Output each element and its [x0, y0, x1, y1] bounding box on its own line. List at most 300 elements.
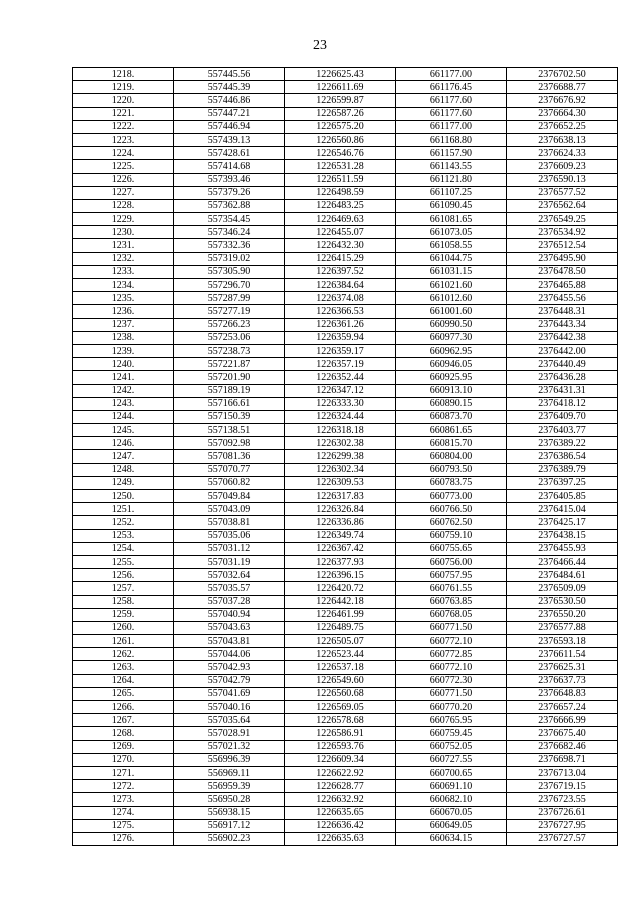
x1-cell: 557287.99 — [174, 292, 285, 305]
point-number-cell: 1240. — [73, 358, 174, 371]
y1-cell: 1226469.63 — [285, 213, 396, 226]
table-row — [73, 199, 618, 212]
table-row — [73, 133, 618, 146]
point-number-cell: 1261. — [73, 635, 174, 648]
point-number-cell: 1231. — [73, 239, 174, 252]
point-number-cell: 1232. — [73, 252, 174, 265]
table-row — [73, 727, 618, 740]
x2-cell: 660727.55 — [396, 753, 507, 766]
point-number-cell: 1248. — [73, 463, 174, 476]
y2-cell: 2376648.83 — [507, 687, 618, 700]
x1-cell: 557332.36 — [174, 239, 285, 252]
y2-cell: 2376550.20 — [507, 608, 618, 621]
x1-cell: 557446.86 — [174, 94, 285, 107]
point-number-cell: 1263. — [73, 661, 174, 674]
y2-cell: 2376638.13 — [507, 133, 618, 146]
y1-cell: 1226511.59 — [285, 173, 396, 186]
x2-cell: 661177.60 — [396, 94, 507, 107]
x1-cell: 557028.91 — [174, 727, 285, 740]
x1-cell: 557439.13 — [174, 133, 285, 146]
y1-cell: 1226578.68 — [285, 714, 396, 727]
x2-cell: 661044.75 — [396, 252, 507, 265]
x1-cell: 557081.36 — [174, 450, 285, 463]
x2-cell: 661107.25 — [396, 186, 507, 199]
point-number-cell: 1272. — [73, 780, 174, 793]
x1-cell: 556902.23 — [174, 832, 285, 845]
y1-cell: 1226420.72 — [285, 582, 396, 595]
y1-cell: 1226397.52 — [285, 265, 396, 278]
y1-cell: 1226593.76 — [285, 740, 396, 753]
table-row — [73, 424, 618, 437]
y2-cell: 2376409.70 — [507, 410, 618, 423]
table-row — [73, 305, 618, 318]
point-number-cell: 1220. — [73, 94, 174, 107]
x1-cell: 557031.12 — [174, 542, 285, 555]
y1-cell: 1226546.76 — [285, 147, 396, 160]
x2-cell: 660682.10 — [396, 793, 507, 806]
point-number-cell: 1265. — [73, 687, 174, 700]
y1-cell: 1226455.07 — [285, 226, 396, 239]
x2-cell: 661073.05 — [396, 226, 507, 239]
x2-cell: 660913.10 — [396, 384, 507, 397]
x1-cell: 557238.73 — [174, 344, 285, 357]
x2-cell: 660946.05 — [396, 358, 507, 371]
y1-cell: 1226318.18 — [285, 424, 396, 437]
point-number-cell: 1235. — [73, 292, 174, 305]
y1-cell: 1226505.07 — [285, 635, 396, 648]
y1-cell: 1226498.59 — [285, 186, 396, 199]
table-row — [73, 661, 618, 674]
point-number-cell: 1250. — [73, 490, 174, 503]
point-number-cell: 1219. — [73, 81, 174, 94]
point-number-cell: 1247. — [73, 450, 174, 463]
x1-cell: 557138.51 — [174, 424, 285, 437]
x2-cell: 660773.00 — [396, 490, 507, 503]
x1-cell: 557049.84 — [174, 490, 285, 503]
table-row — [73, 766, 618, 779]
x1-cell: 556969.11 — [174, 766, 285, 779]
table-row — [73, 68, 618, 81]
x1-cell: 557035.06 — [174, 529, 285, 542]
y1-cell: 1226384.64 — [285, 279, 396, 292]
x2-cell: 660761.55 — [396, 582, 507, 595]
x2-cell: 661143.55 — [396, 160, 507, 173]
y2-cell: 2376386.54 — [507, 450, 618, 463]
y2-cell: 2376657.24 — [507, 701, 618, 714]
point-number-cell: 1264. — [73, 674, 174, 687]
y2-cell: 2376448.31 — [507, 305, 618, 318]
y1-cell: 1226432.30 — [285, 239, 396, 252]
x2-cell: 661177.00 — [396, 120, 507, 133]
x2-cell: 660766.50 — [396, 503, 507, 516]
y1-cell: 1226361.26 — [285, 318, 396, 331]
table-row — [73, 793, 618, 806]
point-number-cell: 1243. — [73, 397, 174, 410]
y1-cell: 1226317.83 — [285, 490, 396, 503]
x1-cell: 557070.77 — [174, 463, 285, 476]
y1-cell: 1226537.18 — [285, 661, 396, 674]
table-row — [73, 397, 618, 410]
table-row — [73, 463, 618, 476]
x2-cell: 661058.55 — [396, 239, 507, 252]
y2-cell: 2376442.00 — [507, 344, 618, 357]
y2-cell: 2376397.25 — [507, 476, 618, 489]
point-number-cell: 1246. — [73, 437, 174, 450]
x2-cell: 661176.45 — [396, 81, 507, 94]
y2-cell: 2376625.31 — [507, 661, 618, 674]
point-number-cell: 1227. — [73, 186, 174, 199]
x1-cell: 557040.16 — [174, 701, 285, 714]
x1-cell: 557038.81 — [174, 516, 285, 529]
point-number-cell: 1259. — [73, 608, 174, 621]
x2-cell: 661001.60 — [396, 305, 507, 318]
table-row — [73, 714, 618, 727]
table-row — [73, 384, 618, 397]
table-row — [73, 608, 618, 621]
point-number-cell: 1236. — [73, 305, 174, 318]
table-row — [73, 318, 618, 331]
x1-cell: 557166.61 — [174, 397, 285, 410]
x2-cell: 661012.60 — [396, 292, 507, 305]
y2-cell: 2376726.61 — [507, 806, 618, 819]
x1-cell: 557362.88 — [174, 199, 285, 212]
table-row — [73, 569, 618, 582]
table-row — [73, 753, 618, 766]
point-number-cell: 1241. — [73, 371, 174, 384]
table-row — [73, 740, 618, 753]
x1-cell: 557060.82 — [174, 476, 285, 489]
x2-cell: 660691.10 — [396, 780, 507, 793]
point-number-cell: 1273. — [73, 793, 174, 806]
y2-cell: 2376549.25 — [507, 213, 618, 226]
x2-cell: 660770.20 — [396, 701, 507, 714]
table-row — [73, 358, 618, 371]
x2-cell: 660759.45 — [396, 727, 507, 740]
point-number-cell: 1262. — [73, 648, 174, 661]
x2-cell: 660759.10 — [396, 529, 507, 542]
y2-cell: 2376727.95 — [507, 819, 618, 832]
table-row — [73, 476, 618, 489]
point-number-cell: 1228. — [73, 199, 174, 212]
y1-cell: 1226367.42 — [285, 542, 396, 555]
y1-cell: 1226336.86 — [285, 516, 396, 529]
table-row — [73, 832, 618, 845]
x2-cell: 660861.65 — [396, 424, 507, 437]
x1-cell: 557041.69 — [174, 687, 285, 700]
y1-cell: 1226333.30 — [285, 397, 396, 410]
point-number-cell: 1234. — [73, 279, 174, 292]
table-row — [73, 503, 618, 516]
table-row — [73, 806, 618, 819]
x2-cell: 661021.60 — [396, 279, 507, 292]
y1-cell: 1226347.12 — [285, 384, 396, 397]
y1-cell: 1226531.28 — [285, 160, 396, 173]
y2-cell: 2376405.85 — [507, 490, 618, 503]
y1-cell: 1226359.17 — [285, 344, 396, 357]
y2-cell: 2376415.04 — [507, 503, 618, 516]
x2-cell: 660772.85 — [396, 648, 507, 661]
y2-cell: 2376530.50 — [507, 595, 618, 608]
y1-cell: 1226632.92 — [285, 793, 396, 806]
y1-cell: 1226359.94 — [285, 331, 396, 344]
x2-cell: 661121.80 — [396, 173, 507, 186]
x1-cell: 557043.63 — [174, 621, 285, 634]
table-row — [73, 687, 618, 700]
point-number-cell: 1258. — [73, 595, 174, 608]
table-row — [73, 701, 618, 714]
y2-cell: 2376682.46 — [507, 740, 618, 753]
y2-cell: 2376436.28 — [507, 371, 618, 384]
y2-cell: 2376611.54 — [507, 648, 618, 661]
y2-cell: 2376431.31 — [507, 384, 618, 397]
y1-cell: 1226415.29 — [285, 252, 396, 265]
x1-cell: 557393.46 — [174, 173, 285, 186]
y2-cell: 2376609.23 — [507, 160, 618, 173]
x2-cell: 660772.10 — [396, 661, 507, 674]
table-row — [73, 265, 618, 278]
table-row — [73, 292, 618, 305]
y2-cell: 2376389.22 — [507, 437, 618, 450]
x1-cell: 557319.02 — [174, 252, 285, 265]
x2-cell: 661090.45 — [396, 199, 507, 212]
y1-cell: 1226461.99 — [285, 608, 396, 621]
point-number-cell: 1226. — [73, 173, 174, 186]
x2-cell: 660649.05 — [396, 819, 507, 832]
table-row — [73, 186, 618, 199]
y2-cell: 2376509.09 — [507, 582, 618, 595]
x2-cell: 660977.30 — [396, 331, 507, 344]
y1-cell: 1226609.34 — [285, 753, 396, 766]
x1-cell: 557042.79 — [174, 674, 285, 687]
y1-cell: 1226549.60 — [285, 674, 396, 687]
y2-cell: 2376688.77 — [507, 81, 618, 94]
table-row — [73, 555, 618, 568]
y1-cell: 1226611.69 — [285, 81, 396, 94]
point-number-cell: 1256. — [73, 569, 174, 582]
table-row — [73, 94, 618, 107]
table-row — [73, 160, 618, 173]
x1-cell: 557296.70 — [174, 279, 285, 292]
x2-cell: 660804.00 — [396, 450, 507, 463]
y2-cell: 2376624.33 — [507, 147, 618, 160]
x2-cell: 660634.15 — [396, 832, 507, 845]
table-row — [73, 621, 618, 634]
x2-cell: 661157.90 — [396, 147, 507, 160]
table-row — [73, 226, 618, 239]
point-number-cell: 1269. — [73, 740, 174, 753]
table-row — [73, 213, 618, 226]
x2-cell: 660752.05 — [396, 740, 507, 753]
table-row — [73, 120, 618, 133]
point-number-cell: 1274. — [73, 806, 174, 819]
table-row — [73, 516, 618, 529]
x2-cell: 660762.50 — [396, 516, 507, 529]
table-row — [73, 648, 618, 661]
page-number: 23 — [313, 38, 327, 53]
y2-cell: 2376425.17 — [507, 516, 618, 529]
x2-cell: 660772.30 — [396, 674, 507, 687]
point-number-cell: 1257. — [73, 582, 174, 595]
y2-cell: 2376442.38 — [507, 331, 618, 344]
x1-cell: 556959.39 — [174, 780, 285, 793]
table-row — [73, 81, 618, 94]
table-row — [73, 147, 618, 160]
x1-cell: 557305.90 — [174, 265, 285, 278]
point-number-cell: 1268. — [73, 727, 174, 740]
point-number-cell: 1225. — [73, 160, 174, 173]
x1-cell: 556938.15 — [174, 806, 285, 819]
y2-cell: 2376438.15 — [507, 529, 618, 542]
y2-cell: 2376702.50 — [507, 68, 618, 81]
y2-cell: 2376495.90 — [507, 252, 618, 265]
point-number-cell: 1245. — [73, 424, 174, 437]
point-number-cell: 1255. — [73, 555, 174, 568]
x1-cell: 557037.28 — [174, 595, 285, 608]
x1-cell: 557201.90 — [174, 371, 285, 384]
y1-cell: 1226635.65 — [285, 806, 396, 819]
x2-cell: 660670.05 — [396, 806, 507, 819]
x2-cell: 661177.60 — [396, 107, 507, 120]
point-number-cell: 1239. — [73, 344, 174, 357]
y2-cell: 2376465.88 — [507, 279, 618, 292]
x2-cell: 660771.50 — [396, 621, 507, 634]
y2-cell: 2376562.64 — [507, 199, 618, 212]
y2-cell: 2376440.49 — [507, 358, 618, 371]
y2-cell: 2376676.92 — [507, 94, 618, 107]
point-number-cell: 1224. — [73, 147, 174, 160]
point-number-cell: 1252. — [73, 516, 174, 529]
table-row — [73, 450, 618, 463]
point-number-cell: 1271. — [73, 766, 174, 779]
x1-cell: 557150.39 — [174, 410, 285, 423]
y1-cell: 1226299.38 — [285, 450, 396, 463]
point-number-cell: 1249. — [73, 476, 174, 489]
y1-cell: 1226309.53 — [285, 476, 396, 489]
table-row — [73, 582, 618, 595]
x2-cell: 661168.80 — [396, 133, 507, 146]
y1-cell: 1226628.77 — [285, 780, 396, 793]
y1-cell: 1226302.38 — [285, 437, 396, 450]
point-number-cell: 1270. — [73, 753, 174, 766]
x1-cell: 557414.68 — [174, 160, 285, 173]
y1-cell: 1226324.44 — [285, 410, 396, 423]
x1-cell: 556996.39 — [174, 753, 285, 766]
y2-cell: 2376418.12 — [507, 397, 618, 410]
y1-cell: 1226366.53 — [285, 305, 396, 318]
x2-cell: 660890.15 — [396, 397, 507, 410]
y1-cell: 1226349.74 — [285, 529, 396, 542]
x1-cell: 557428.61 — [174, 147, 285, 160]
x2-cell: 660783.75 — [396, 476, 507, 489]
x2-cell: 660700.65 — [396, 766, 507, 779]
x2-cell: 660768.05 — [396, 608, 507, 621]
y2-cell: 2376389.79 — [507, 463, 618, 476]
table-row — [73, 780, 618, 793]
y2-cell: 2376403.77 — [507, 424, 618, 437]
table-row — [73, 239, 618, 252]
x1-cell: 557445.39 — [174, 81, 285, 94]
x2-cell: 660757.95 — [396, 569, 507, 582]
y1-cell: 1226587.26 — [285, 107, 396, 120]
table-row — [73, 371, 618, 384]
x1-cell: 557021.32 — [174, 740, 285, 753]
table-row — [73, 542, 618, 555]
y1-cell: 1226569.05 — [285, 701, 396, 714]
y1-cell: 1226377.93 — [285, 555, 396, 568]
x2-cell: 660756.00 — [396, 555, 507, 568]
y1-cell: 1226396.15 — [285, 569, 396, 582]
y2-cell: 2376664.30 — [507, 107, 618, 120]
y1-cell: 1226625.43 — [285, 68, 396, 81]
point-number-cell: 1260. — [73, 621, 174, 634]
x2-cell: 660771.50 — [396, 687, 507, 700]
x1-cell: 557447.21 — [174, 107, 285, 120]
table-row — [73, 410, 618, 423]
x1-cell: 557445.56 — [174, 68, 285, 81]
x1-cell: 557092.98 — [174, 437, 285, 450]
y2-cell: 2376652.25 — [507, 120, 618, 133]
y1-cell: 1226442.18 — [285, 595, 396, 608]
x2-cell: 660765.95 — [396, 714, 507, 727]
y1-cell: 1226374.08 — [285, 292, 396, 305]
point-number-cell: 1242. — [73, 384, 174, 397]
x2-cell: 660755.65 — [396, 542, 507, 555]
point-number-cell: 1267. — [73, 714, 174, 727]
x1-cell: 556950.28 — [174, 793, 285, 806]
table-row — [73, 490, 618, 503]
table-row — [73, 173, 618, 186]
table-row — [73, 674, 618, 687]
y2-cell: 2376719.15 — [507, 780, 618, 793]
y2-cell: 2376727.57 — [507, 832, 618, 845]
y2-cell: 2376484.61 — [507, 569, 618, 582]
table-row — [73, 437, 618, 450]
x1-cell: 557221.87 — [174, 358, 285, 371]
x1-cell: 557379.26 — [174, 186, 285, 199]
point-number-cell: 1251. — [73, 503, 174, 516]
table-row — [73, 819, 618, 832]
y2-cell: 2376478.50 — [507, 265, 618, 278]
x1-cell: 557040.94 — [174, 608, 285, 621]
x1-cell: 556917.12 — [174, 819, 285, 832]
x1-cell: 557042.93 — [174, 661, 285, 674]
table-row — [73, 595, 618, 608]
y1-cell: 1226302.34 — [285, 463, 396, 476]
point-number-cell: 1233. — [73, 265, 174, 278]
coordinates-table-body — [73, 68, 618, 846]
point-number-cell: 1276. — [73, 832, 174, 845]
x1-cell: 557354.45 — [174, 213, 285, 226]
y2-cell: 2376723.55 — [507, 793, 618, 806]
x1-cell: 557032.64 — [174, 569, 285, 582]
x1-cell: 557189.19 — [174, 384, 285, 397]
table-row — [73, 107, 618, 120]
point-number-cell: 1254. — [73, 542, 174, 555]
y1-cell: 1226560.68 — [285, 687, 396, 700]
x1-cell: 557266.23 — [174, 318, 285, 331]
x1-cell: 557044.06 — [174, 648, 285, 661]
point-number-cell: 1229. — [73, 213, 174, 226]
y2-cell: 2376713.04 — [507, 766, 618, 779]
x1-cell: 557253.06 — [174, 331, 285, 344]
y1-cell: 1226575.20 — [285, 120, 396, 133]
y1-cell: 1226489.75 — [285, 621, 396, 634]
x2-cell: 660873.70 — [396, 410, 507, 423]
x1-cell: 557043.09 — [174, 503, 285, 516]
point-number-cell: 1275. — [73, 819, 174, 832]
x2-cell: 660763.85 — [396, 595, 507, 608]
point-number-cell: 1230. — [73, 226, 174, 239]
